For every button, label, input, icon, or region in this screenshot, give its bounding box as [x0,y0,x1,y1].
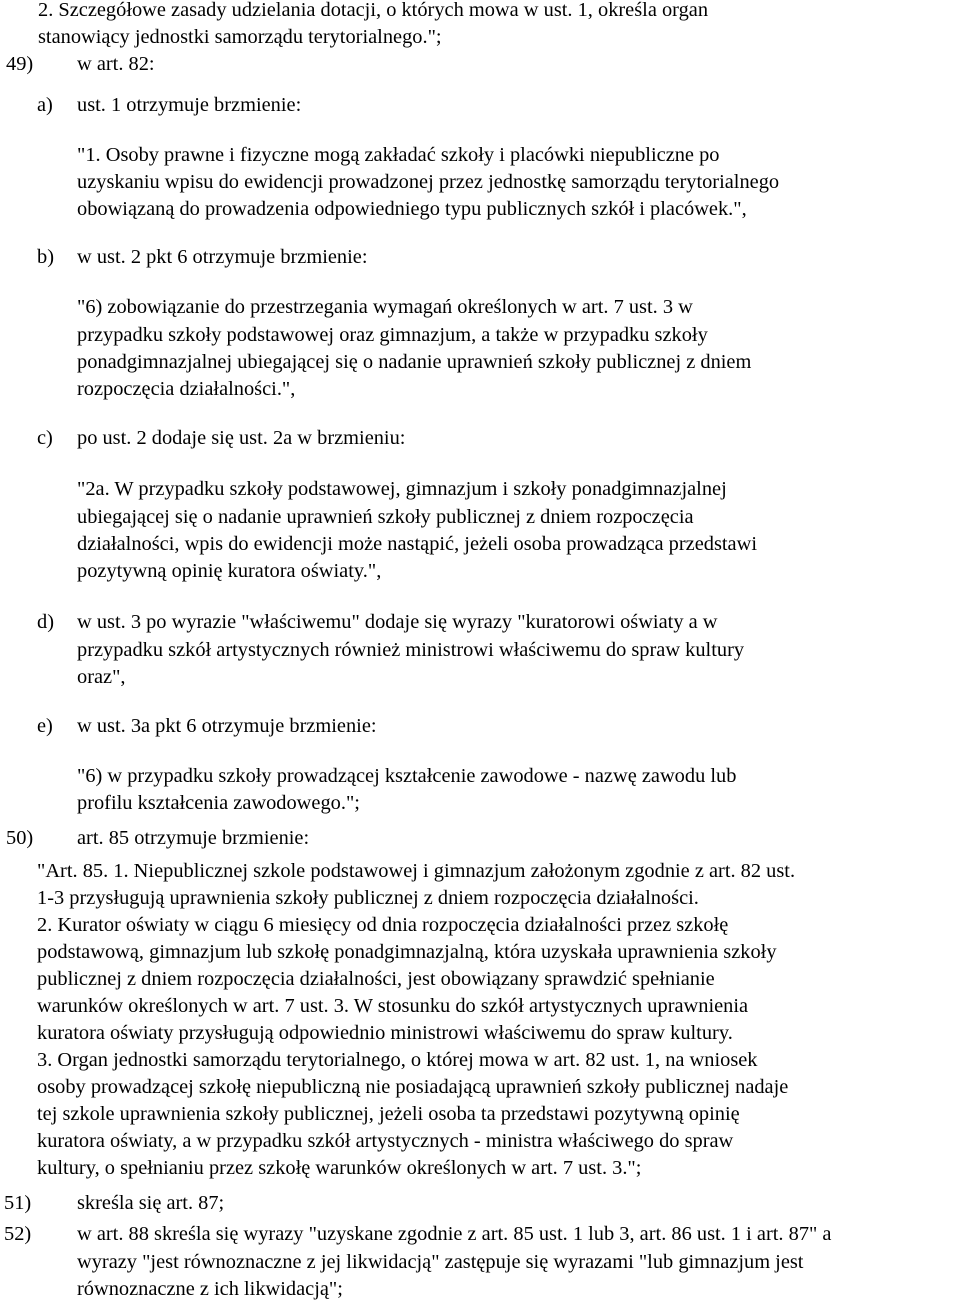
top-line-1: 2. Szczegółowe zasady udzielania dotacji, o których mowa w ust. 1, określa organ [38,0,709,21]
item-49d-label: d) [37,611,54,633]
item-49c-quote-line: "2a. W przypadku szkoły podstawowej, gimnazjum i szkoły ponadgimnazjalnej [77,478,727,500]
item-50-text: art. 85 otrzymuje brzmienie: [77,827,310,849]
item-50-line: 1-3 przysługują uprawnienia szkoły publicznej z dniem rozpoczęcia działalności. [37,887,699,909]
item-49d-line: oraz", [77,666,126,688]
item-49c-quote-line: pozytywną opinię kuratora oświaty.", [77,560,382,582]
item-49c-text: po ust. 2 dodaje się ust. 2a w brzmieniu: [77,427,406,449]
item-49a-text: ust. 1 otrzymuje brzmienie: [77,94,302,116]
item-49b-quote-line: rozpoczęcia działalności.", [77,378,296,400]
top-line-2: stanowiący jednostki samorządu terytorialnego."; [38,26,442,48]
item-50-line: publicznej z dniem rozpoczęcia działalności, jest obowiązany sprawdzić spełnianie [37,968,715,990]
item-52-line: w art. 88 skreśla się wyrazy "uzyskane zgodnie z art. 85 ust. 1 lub 3, art. 86 ust. 1 i art. 87" a [77,1223,832,1245]
item-49c-label: c) [37,427,53,449]
item-49-number: 49) [6,53,34,75]
item-49b-quote-line: ponadgimnazjalnej ubiegającej się o nadanie uprawnień szkoły publicznej z dniem [77,351,752,373]
item-49b-quote-line: "6) zobowiązanie do przestrzegania wymagań określonych w art. 7 ust. 3 w [77,296,693,318]
item-50-line: podstawową, gimnazjum lub szkołę ponadgimnazjalną, która uzyskała uprawnienia szkoły [37,941,777,963]
item-50-line: 3. Organ jednostki samorządu terytorialnego, o której mowa w art. 82 ust. 1, na wniosek [37,1049,758,1071]
item-51-text: skreśla się art. 87; [77,1192,225,1214]
item-50-line: warunków określonych w art. 7 ust. 3. W stosunku do szkół artystycznych uprawnienia [37,995,749,1017]
item-49e-text: w ust. 3a pkt 6 otrzymuje brzmienie: [77,715,377,737]
item-52-line: wyrazy "jest równoznaczne z jej likwidacją" zastępuje się wyrazami "lub gimnazjum jest [77,1251,804,1273]
item-49c-quote-line: działalności, wpis do ewidencji może nastąpić, jeżeli osoba prowadząca przedstawi [77,533,757,555]
item-51-number: 51) [4,1192,32,1214]
item-49d-line: przypadku szkół artystycznych również ministrowi właściwemu do spraw kultury [77,639,745,661]
item-49-text: w art. 82: [77,53,155,75]
item-50-line: "Art. 85. 1. Niepublicznej szkole podstawowej i gimnazjum założonym zgodnie z art. 82 ust. [37,860,796,882]
item-50-number: 50) [6,827,34,849]
item-49e-label: e) [37,715,53,737]
item-49c-quote-line: ubiegającej się o nadanie uprawnień szkoły publicznej z dniem rozpoczęcia [77,506,694,528]
item-49b-label: b) [37,246,54,268]
item-49e-quote-line: "6) w przypadku szkoły prowadzącej kształcenie zawodowe - nazwę zawodu lub [77,765,737,787]
item-50-line: osoby prowadzącej szkołę niepubliczną nie posiadającą uprawnień szkoły publicznej nadaje [37,1076,789,1098]
item-49a-quote-line: obowiązaną do prowadzenia odpowiedniego typu publicznych szkół i placówek.", [77,198,747,220]
item-50-line: kuratora oświaty, a w przypadku szkół artystycznych - ministra właściwego do spraw [37,1130,734,1152]
item-49b-quote-line: przypadku szkoły podstawowej oraz gimnazjum, a także w przypadku szkoły [77,324,708,346]
item-49d-line: w ust. 3 po wyrazie "właściwemu" dodaje się wyrazy "kuratorowi oświaty a w [77,611,718,633]
item-50-line: 2. Kurator oświaty w ciągu 6 miesięcy od dnia rozpoczęcia działalności przez szkołę [37,914,729,936]
item-49a-quote-line: uzyskaniu wpisu do ewidencji prowadzonej przez jednostkę samorządu terytorialnego [77,171,780,193]
item-50-line: tej szkole uprawnienia szkoły publicznej, jeżeli osoba ta przedstawi pozytywną opinię [37,1103,740,1125]
item-49e-quote-line: profilu kształcenia zawodowego."; [77,792,360,814]
item-49a-label: a) [37,94,53,116]
item-49b-text: w ust. 2 pkt 6 otrzymuje brzmienie: [77,246,368,268]
item-52-line: równoznaczne z ich likwidacją"; [77,1278,343,1300]
item-52-number: 52) [4,1223,32,1245]
item-50-line: kultury, o spełnianiu przez szkołę warunków określonych w art. 7 ust. 3."; [37,1157,642,1179]
item-49a-quote-line: "1. Osoby prawne i fizyczne mogą zakładać szkoły i placówki niepubliczne po [77,144,720,166]
item-50-line: kuratora oświaty przysługują odpowiednio ministrowi właściwemu do spraw kultury. [37,1022,733,1044]
